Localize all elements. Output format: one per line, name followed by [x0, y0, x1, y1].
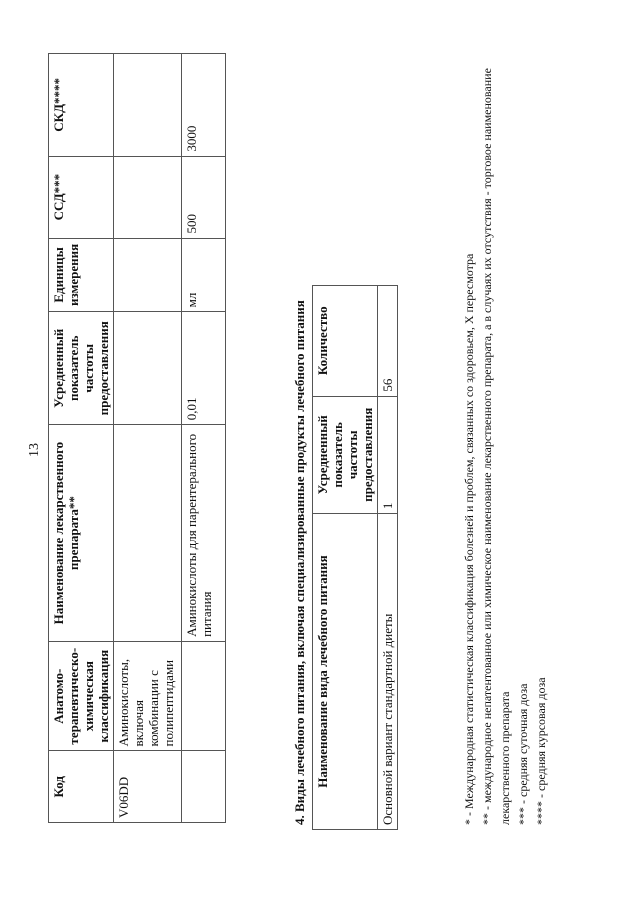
- cell-frequency: [114, 312, 182, 425]
- header-frequency: Усредненный показатель частоты предоставления: [49, 312, 114, 425]
- cell-quantity: 56: [378, 286, 398, 397]
- header-skd: СКД****: [49, 54, 114, 157]
- header-ssd: ССД***: [49, 156, 114, 238]
- table-row: [182, 54, 226, 823]
- table-header-row: [313, 286, 378, 830]
- header-nutrition-name: Наименование вида лечебного питания: [313, 514, 378, 830]
- header-frequency: Усредненный показатель частоты предоставления: [313, 396, 378, 513]
- cell-drug-name: Аминокислоты для парентерального питания: [182, 425, 226, 642]
- header-code: Код: [49, 751, 114, 823]
- cell-units: мл: [182, 238, 226, 312]
- cell-atc: Аминокислоты, включая комбинации с полипептидами: [114, 641, 182, 751]
- footnotes: [460, 45, 550, 825]
- cell-atc: [182, 641, 226, 751]
- footnote: *** - средняя суточная доза: [516, 683, 530, 825]
- page-number: 13: [27, 443, 42, 457]
- table-row: [114, 54, 182, 823]
- table-header-row: [49, 54, 114, 823]
- cell-code: V06DD: [114, 751, 182, 823]
- cell-skd: [114, 54, 182, 157]
- cell-drug-name: [114, 425, 182, 642]
- table-row: [378, 286, 398, 830]
- cell-code: [182, 751, 226, 823]
- footnote: **** - средняя курсовая доза: [534, 677, 548, 825]
- footnote: * - Международная статистическая классификация болезней и проблем, связанных со здоровьем, X пересмотра: [462, 253, 476, 825]
- cell-ssd: 500: [182, 156, 226, 238]
- cell-skd: 3000: [182, 54, 226, 157]
- cell-frequency: 0,01: [182, 312, 226, 425]
- header-quantity: Количество: [313, 286, 378, 397]
- header-atc: Анатомо-терапевтическо-химическая классификация: [49, 641, 114, 751]
- cell-frequency: 1: [378, 396, 398, 513]
- nutrition-table: [312, 285, 398, 830]
- footnote: ** - международное непатентованное или химическое наименование лекарственного препарата, а в случаях их отсутствия - торговое наименование лекарственного препарата: [480, 68, 512, 825]
- cell-units: [114, 238, 182, 312]
- drug-table: [48, 53, 226, 823]
- cell-nutrition-name: Основной вариант стандартной диеты: [378, 514, 398, 830]
- section-title: 4. Виды лечебного питания, включая специализированные продукты лечебного питания: [292, 300, 307, 825]
- cell-ssd: [114, 156, 182, 238]
- header-drug-name: Наименование лекарственного препарата**: [49, 425, 114, 642]
- header-units: Единицы измерения: [49, 238, 114, 312]
